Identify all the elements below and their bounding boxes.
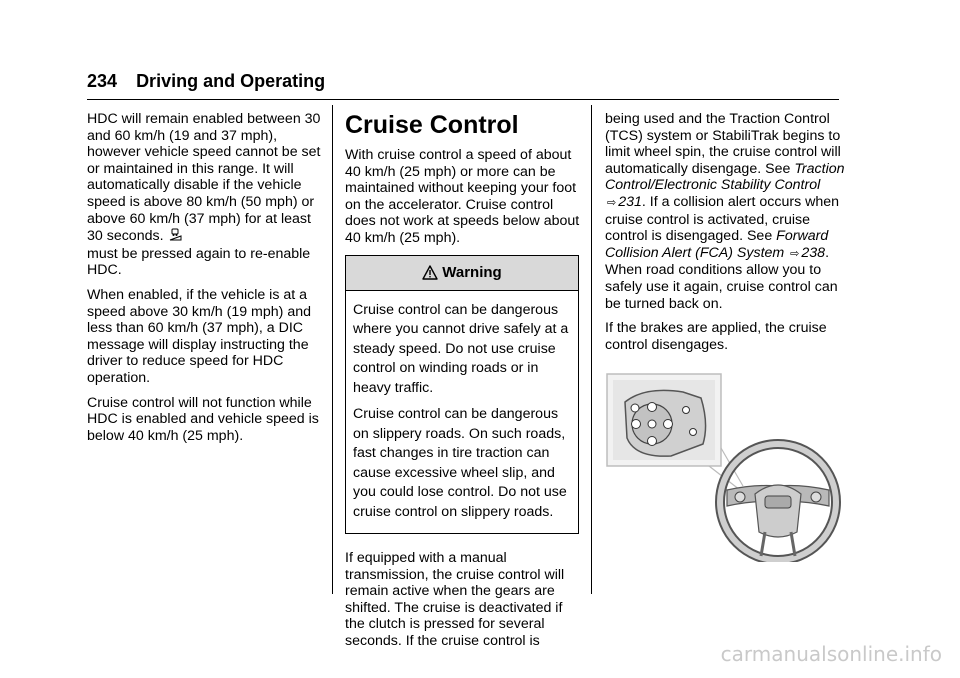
column-divider-2	[591, 105, 592, 594]
column-divider-1	[332, 105, 333, 594]
paragraph-text: HDC will remain enabled between 30 and 60 km/h (19 and 37 mph), however vehicle speed cannot be set or maintained in this range. It will automatically disable if the vehicle speed is above 80 km/h (50 mph) or above 60 km/h (37 mph) for at least 30 seconds.	[87, 111, 321, 245]
column-right	[605, 111, 845, 361]
paragraph-text: must be pressed again to re-enable HDC.	[87, 245, 311, 279]
hill-descent-control-icon	[169, 227, 182, 246]
paragraph-hdc-enabled	[87, 111, 327, 279]
paragraph-cruise-hdc: Cruise control will not function while HDC is enabled and vehicle speed is below 40 km/h (25 mph).	[87, 394, 319, 444]
section-title: Driving and Operating	[136, 71, 326, 91]
page-ref-231[interactable]: 231	[618, 193, 642, 210]
warning-triangle-icon	[422, 259, 438, 293]
page-ref-icon: ⇨	[790, 247, 800, 260]
header-rule	[87, 99, 839, 100]
warning-header	[346, 256, 578, 291]
paragraph-manual-transmission: If equipped with a manual transmission, the cruise control will remain active when the gears are shifted. The cruise is deactivated if the clutch is pressed for several seconds. If the cruise control is	[345, 550, 565, 650]
warning-paragraph-1: Cruise control can be dangerous where you cannot drive safely at a steady speed. Do not use cruise control on winding roads or in heavy traffic.	[353, 301, 569, 396]
paragraph-text: . If a collision alert occurs when cruise control is activated, cruise control is disengaged. See	[605, 193, 840, 245]
heading-cruise-control: Cruise Control	[345, 111, 519, 139]
page-ref-icon: ⇨	[607, 196, 617, 209]
warning-box	[345, 255, 579, 535]
paragraph-dic-message: When enabled, if the vehicle is at a speed above 30 km/h (19 mph) and less than 60 km/h (37 mph), a DIC message will display instructing the driver to reduce speed for HDC operation.	[87, 286, 311, 386]
watermark: carmanualsonline.info	[720, 642, 942, 666]
page-number: 234	[87, 71, 118, 91]
paragraph-text: being used and the Traction Control (TCS) system or StabiliTrak begins to limit wheel spin, the cruise control will automatically disengage. See	[605, 111, 841, 177]
column-middle	[345, 111, 585, 658]
page-header	[87, 71, 325, 92]
steering-wheel-figure	[605, 372, 841, 562]
warning-body	[346, 291, 578, 534]
warning-paragraph-2: Cruise control can be dangerous on slippery roads. On such roads, fast changes in tire traction can cause excessive wheel slip, and you could lose control. Do not use cruise control on slippery roads.	[353, 406, 567, 520]
paragraph-traction-disengage	[605, 111, 845, 312]
paragraph-brakes: If the brakes are applied, the cruise control disengages.	[605, 320, 827, 353]
warning-label: Warning	[442, 263, 502, 281]
paragraph-text: . When road conditions allow you to safely use it again, cruise control can be turned back on.	[605, 244, 838, 312]
column-left	[87, 111, 327, 452]
link-traction-control[interactable]: Traction Control/Electronic Stability Control	[605, 160, 845, 194]
page-ref-238[interactable]: 238	[801, 244, 826, 261]
paragraph-cruise-intro: With cruise control a speed of about 40 km/h (25 mph) or more can be maintained without keeping your foot on the accelerator. Cruise control does not work at speeds below about 40 km/h (25 mph).	[345, 147, 580, 246]
link-forward-collision-alert[interactable]: Forward Collision Alert (FCA) System	[605, 228, 829, 261]
